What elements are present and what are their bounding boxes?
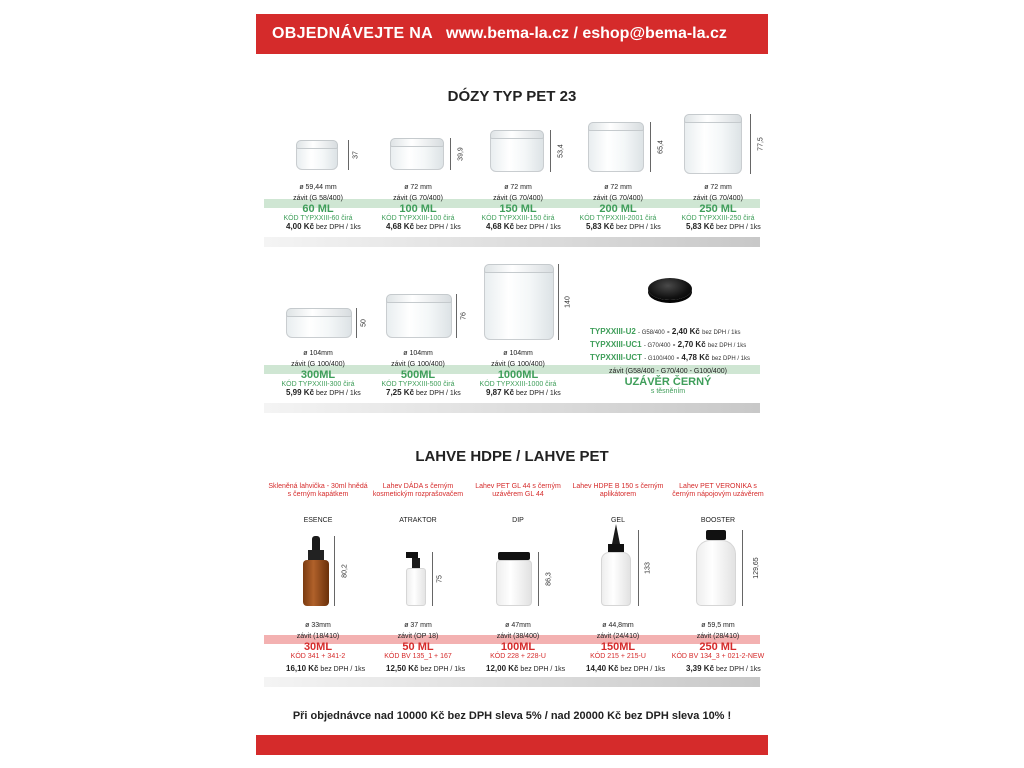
cap-image <box>568 262 768 326</box>
product-code: KÓD 341 + 341-2 <box>290 653 346 660</box>
cap-line: TYPXXIII-UCT - G100/400 - 4,78 Kč bez DPH / 1ks <box>590 353 751 362</box>
diameter-label: ø 72 mm <box>704 184 732 191</box>
bottle-description: Skleněná lahvička - 30ml hnědá s černým kapátkem <box>268 483 368 498</box>
product-jar-1000[interactable] <box>468 262 572 398</box>
volume-label: 150 ML <box>499 203 537 215</box>
product-bottle-booster[interactable] <box>668 483 768 674</box>
diameter-label: ø 104mm <box>303 350 333 357</box>
jar-image: 77,5 <box>668 110 768 180</box>
product-bottle-esence[interactable] <box>268 483 368 674</box>
diameter-label: ø 47mm <box>505 622 531 629</box>
jar-image: 65,4 <box>568 110 668 180</box>
diameter-label: ø 72 mm <box>504 184 532 191</box>
price-label: 4,68 Kč bez DPH / 1ks <box>386 222 461 231</box>
bottle-image: 75 <box>368 524 468 620</box>
bottle-name: DIP <box>512 517 524 524</box>
price-label: 4,00 Kč bez DPH / 1ks <box>286 222 361 231</box>
bottle-name: ESENCE <box>303 517 333 524</box>
thread-label: závit (38/400) <box>496 633 540 640</box>
volume-label: 500ML <box>400 369 436 381</box>
bottle-image: 129,65 <box>668 524 768 620</box>
price-band <box>264 403 760 413</box>
diameter-label: ø 59,5 mm <box>701 622 735 629</box>
banner-label: OBJEDNÁVEJTE NA <box>272 25 433 42</box>
bottle-description: Lahev HDPE B 150 s černým aplikátorem <box>572 483 664 498</box>
product-code: KÓD TYPXXIII-1000 čirá <box>479 381 557 388</box>
volume-label: 100 ML <box>399 203 437 215</box>
thread-label: závit (G 70/400) <box>393 195 443 202</box>
catalog-page <box>256 0 768 768</box>
price-label: 4,68 Kč bez DPH / 1ks <box>486 222 561 231</box>
price-band <box>264 237 760 247</box>
price-label: 14,40 Kč bez DPH / 1ks <box>586 664 666 673</box>
jar-image: 37 <box>268 110 368 180</box>
volume-label: 250 ML <box>699 203 737 215</box>
bottle-image: 86,3 <box>468 524 568 620</box>
diameter-label: ø 72 mm <box>404 184 432 191</box>
product-code: KÓD TYPXXIII-250 čirá <box>681 215 755 222</box>
diameter-label: ø 37 mm <box>404 622 432 629</box>
product-jar-200[interactable] <box>568 110 668 232</box>
bottle-description: Lahev PET GL 44 s černým uzávěrem GL 44 <box>475 483 561 498</box>
thread-label: závit (G 58/400) <box>293 195 343 202</box>
volume-label: 250 ML <box>699 641 737 653</box>
volume-label: 200 ML <box>599 203 637 215</box>
product-code: KÓD TYPXXIII-60 čirá <box>283 215 353 222</box>
thread-label: závit (G 70/400) <box>693 195 743 202</box>
jar-image: 50 <box>268 262 368 346</box>
thread-label: závit (G 100/400) <box>491 361 545 368</box>
price-label: 5,83 Kč bez DPH / 1ks <box>686 222 761 231</box>
product-jar-150[interactable] <box>468 110 568 232</box>
product-jar-300[interactable] <box>268 262 368 398</box>
jar-image: 76 <box>368 262 468 346</box>
banner-contact[interactable]: www.bema-la.cz / eshop@bema-la.cz <box>446 25 727 42</box>
price-band <box>264 677 760 687</box>
bottle-image: 133 <box>568 524 668 620</box>
thread-label: závit (24/410) <box>596 633 640 640</box>
diameter-label: ø 44,8mm <box>602 622 634 629</box>
volume-label: 300ML <box>300 369 336 381</box>
diameter-label: ø 104mm <box>403 350 433 357</box>
discount-note: Při objednávce nad 10000 Kč bez DPH sleva 5% / nad 20000 Kč bez DPH sleva 10% ! <box>292 710 732 722</box>
volume-label: 60 ML <box>302 203 334 215</box>
product-code: KÓD TYPXXIII-150 čirá <box>481 215 555 222</box>
section-title-jars: DÓZY TYP PET 23 <box>447 88 577 105</box>
product-bottle-atraktor[interactable] <box>368 483 468 674</box>
product-code: KÓD TYPXXIII-100 čirá <box>381 215 455 222</box>
product-jar-500[interactable] <box>368 262 468 398</box>
cap-line: TYPXXIII-U2 - G58/400 - 2,40 Kč bez DPH / 1ks <box>590 327 741 336</box>
thread-label: závit (G 100/400) <box>391 361 445 368</box>
bottle-description: Lahev DÁDA s černým kosmetickým rozprašovačem <box>372 483 464 498</box>
product-code: KÓD 215 + 215-U <box>590 653 646 660</box>
price-label: 12,00 Kč bez DPH / 1ks <box>486 664 566 673</box>
thread-label: závit (28/410) <box>696 633 740 640</box>
jar-image: 39,9 <box>368 110 468 180</box>
jar-image: 140 <box>468 262 568 346</box>
product-code: KÓD BV 134_3 + 021-2-NEW <box>671 653 765 660</box>
cap-title: UZÁVĚR ČERNÝ <box>624 376 712 388</box>
bottle-name: GEL <box>610 517 625 524</box>
bottle-name: ATRAKTOR <box>399 517 437 524</box>
product-code: KÓD 228 + 228-U <box>490 653 546 660</box>
jar-image: 53,4 <box>468 110 568 180</box>
diameter-label: ø 33mm <box>305 622 331 629</box>
product-jar-60[interactable] <box>268 110 368 232</box>
bottle-name: BOOSTER <box>700 517 736 524</box>
footer-bar <box>256 735 768 755</box>
diameter-label: ø 104mm <box>503 350 533 357</box>
thread-label: závit (18/410) <box>296 633 340 640</box>
thread-label: závit (G 70/400) <box>593 195 643 202</box>
cap-thread: závit (G58/400 - G70/400 - G100/400) <box>609 368 727 375</box>
diameter-label: ø 59,44 mm <box>299 184 337 191</box>
diameter-label: ø 72 mm <box>604 184 632 191</box>
price-label: 12,50 Kč bez DPH / 1ks <box>386 664 466 673</box>
product-cap-black[interactable] <box>568 262 768 395</box>
product-code: KÓD TYPXXIII-2001 čirá <box>579 215 657 222</box>
thread-label: závit (OP 18) <box>397 633 439 640</box>
bottle-image: 80,2 <box>268 524 368 620</box>
product-code: KÓD TYPXXIII-300 čirá <box>281 381 355 388</box>
thread-label: závit (G 100/400) <box>291 361 345 368</box>
thread-label: závit (G 70/400) <box>493 195 543 202</box>
price-label: 9,87 Kč bez DPH / 1ks <box>486 388 561 397</box>
cap-line: TYPXXIII-UC1 - G70/400 - 2,70 Kč bez DPH / 1ks <box>590 340 747 349</box>
order-banner <box>256 14 768 54</box>
price-label: 5,83 Kč bez DPH / 1ks <box>586 222 661 231</box>
volume-label: 150ML <box>600 641 636 653</box>
volume-label: 50 ML <box>402 641 434 653</box>
volume-label: 30ML <box>303 641 333 653</box>
price-label: 16,10 Kč bez DPH / 1ks <box>286 664 366 673</box>
product-bottle-gel[interactable] <box>568 483 668 674</box>
product-jar-250[interactable] <box>668 110 768 232</box>
product-bottle-dip[interactable] <box>468 483 568 674</box>
section-title-bottles: LAHVE HDPE / LAHVE PET <box>415 448 609 465</box>
volume-label: 1000ML <box>497 369 539 381</box>
product-code: KÓD TYPXXIII-500 čirá <box>381 381 455 388</box>
volume-label: 100ML <box>500 641 536 653</box>
bottle-description: Lahev PET VERONIKA s černým nápojovým uzávěrem <box>672 483 764 498</box>
price-label: 5,99 Kč bez DPH / 1ks <box>286 388 361 397</box>
cap-subtitle: s těsněním <box>650 388 686 395</box>
product-jar-100[interactable] <box>368 110 468 232</box>
product-code: KÓD BV 135_1 + 167 <box>384 653 452 660</box>
price-label: 7,25 Kč bez DPH / 1ks <box>386 388 461 397</box>
price-label: 3,39 Kč bez DPH / 1ks <box>686 664 761 673</box>
